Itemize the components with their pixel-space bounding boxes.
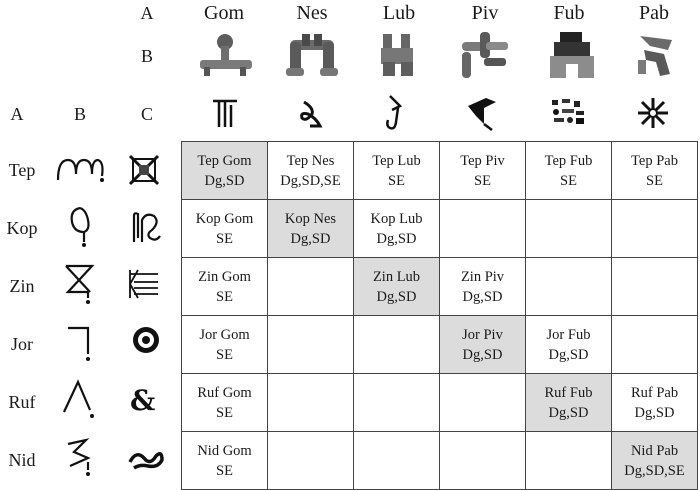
cell-code-label: SE <box>646 172 663 189</box>
cell-pair-label: Jor Gom <box>199 326 250 343</box>
side-label-a: A <box>10 104 24 124</box>
double-t-glyph-icon <box>210 96 240 130</box>
cell-code-label: Dg,SD <box>290 230 331 247</box>
grid-cell <box>268 200 354 258</box>
grid-cell <box>526 258 612 316</box>
association-grid <box>181 141 698 490</box>
grid-cell <box>182 316 268 374</box>
header-label-c: C <box>140 104 153 124</box>
cell-pair-label: Kop Nes <box>284 210 337 227</box>
grid-cell <box>354 316 440 374</box>
cell-code-label: SE <box>216 346 233 363</box>
grid-cell <box>612 258 698 316</box>
grid-cell <box>440 258 526 316</box>
side-label-b: B <box>73 104 86 124</box>
column-name-gom: Gom <box>204 2 244 24</box>
bird-face-glyph-icon <box>464 94 500 132</box>
flourish-glyph-icon <box>126 444 166 474</box>
header-label-a: A <box>140 3 154 23</box>
row-name-zin: Zin <box>9 276 35 296</box>
row-name-tep: Tep <box>8 160 36 180</box>
grid-cell <box>354 432 440 490</box>
cell-pair-label: Kop Lub <box>370 210 423 227</box>
grid-cell <box>526 374 612 432</box>
grid-cell <box>354 258 440 316</box>
cell-code-label: SE <box>216 404 233 421</box>
zigzag-stroke-icon <box>64 436 100 482</box>
twisted-object-icon <box>634 30 680 80</box>
cell-pair-label: Ruf Fub <box>544 384 593 401</box>
cell-pair-label: Tep Lub <box>372 152 421 169</box>
cell-code-label: SE <box>560 172 577 189</box>
cell-code-label: Dg,SD <box>634 404 675 421</box>
framed-cross-glyph-icon <box>128 154 162 188</box>
corner-stroke-icon <box>64 322 98 366</box>
grid-cell <box>612 142 698 200</box>
grid-cell <box>440 432 526 490</box>
cell-pair-label: Kop Gom <box>195 210 254 227</box>
cell-code-label: Dg,SD,SE <box>280 172 341 189</box>
cell-code-label: Dg,SD <box>204 172 245 189</box>
cell-pair-label: Jor Fub <box>546 326 591 343</box>
svg-text:&: & <box>130 384 156 416</box>
grid-cell <box>268 316 354 374</box>
cell-code-label: Dg,SD <box>462 288 503 305</box>
cell-pair-label: Jor Piv <box>462 326 503 343</box>
cell-code-label: Dg,SD <box>462 346 503 363</box>
grid-cell <box>182 142 268 200</box>
grid-cell <box>182 258 268 316</box>
cell-code-label: SE <box>216 230 233 247</box>
lambda-glyph-icon <box>296 96 326 130</box>
column-name-piv: Piv <box>471 2 499 24</box>
snowflake-glyph-icon <box>636 96 670 130</box>
comb-glyph-icon <box>126 266 164 302</box>
stacked-blocks-object-icon <box>546 30 598 80</box>
arch-object-icon <box>284 30 340 78</box>
grid-cell <box>268 374 354 432</box>
cell-pair-label: Ruf Gom <box>197 384 252 401</box>
cell-code-label: SE <box>216 288 233 305</box>
cell-pair-label: Tep Piv <box>460 152 505 169</box>
row-name-ruf: Ruf <box>8 392 36 412</box>
cell-pair-label: Tep Fub <box>544 152 593 169</box>
grid-cell <box>526 316 612 374</box>
ampersand-glyph-icon <box>128 384 162 416</box>
cell-pair-label: Zin Gom <box>198 268 251 285</box>
loops-stroke-icon <box>54 152 106 186</box>
grid-cell <box>182 200 268 258</box>
cell-pair-label: Tep Gom <box>197 152 252 169</box>
loop-stroke-icon <box>66 204 96 248</box>
wrench-tee-object-icon <box>196 32 256 78</box>
grid-cell <box>268 258 354 316</box>
rose-glyph-icon <box>130 324 162 356</box>
grid-cell <box>612 316 698 374</box>
cell-pair-label: Nid Gom <box>197 442 252 459</box>
pipe-cross-object-icon <box>458 30 512 80</box>
grid-cell <box>354 200 440 258</box>
grid-cell <box>182 374 268 432</box>
grid-cell <box>182 432 268 490</box>
column-name-nes: Nes <box>296 2 328 24</box>
grid-cell <box>612 200 698 258</box>
scattered-marks-glyph-icon <box>548 96 588 128</box>
grid-cell <box>268 432 354 490</box>
row-name-kop: Kop <box>6 218 38 238</box>
coil-glyph-icon <box>128 208 164 246</box>
hook-glyph-icon <box>382 92 412 134</box>
row-name-jor: Jor <box>11 334 33 354</box>
grid-cell <box>526 432 612 490</box>
cell-code-label: Dg,SD <box>376 230 417 247</box>
cell-code-label: Dg,SD <box>376 288 417 305</box>
grid-cell <box>440 142 526 200</box>
cell-pair-label: Zin Piv <box>460 268 505 285</box>
column-name-fub: Fub <box>553 2 585 24</box>
cell-pair-label: Ruf Pab <box>630 384 679 401</box>
grid-cell <box>440 316 526 374</box>
grid-cell <box>526 142 612 200</box>
cell-code-label: Dg,SD,SE <box>624 462 685 479</box>
grid-cell <box>268 142 354 200</box>
cell-code-label: SE <box>216 462 233 479</box>
grid-cell <box>354 374 440 432</box>
header-label-b: B <box>140 46 153 66</box>
cell-pair-label: Nid Pab <box>630 442 679 459</box>
hourglass-stroke-icon <box>62 262 98 306</box>
block-tower-object-icon <box>377 30 421 78</box>
row-name-nid: Nid <box>8 450 36 470</box>
grid-cell <box>354 142 440 200</box>
column-name-lub: Lub <box>382 2 416 24</box>
cell-code-label: SE <box>474 172 491 189</box>
cell-code-label: SE <box>388 172 405 189</box>
cell-pair-label: Zin Lub <box>372 268 421 285</box>
grid-cell <box>526 200 612 258</box>
cell-pair-label: Tep Nes <box>286 152 335 169</box>
cell-code-label: Dg,SD <box>548 346 589 363</box>
grid-cell <box>612 432 698 490</box>
cell-pair-label: Tep Pab <box>631 152 678 169</box>
grid-cell <box>440 200 526 258</box>
peak-stroke-icon <box>60 378 100 424</box>
cell-code-label: Dg,SD <box>548 404 589 421</box>
column-name-pab: Pab <box>639 2 669 24</box>
grid-cell <box>612 374 698 432</box>
grid-cell <box>440 374 526 432</box>
